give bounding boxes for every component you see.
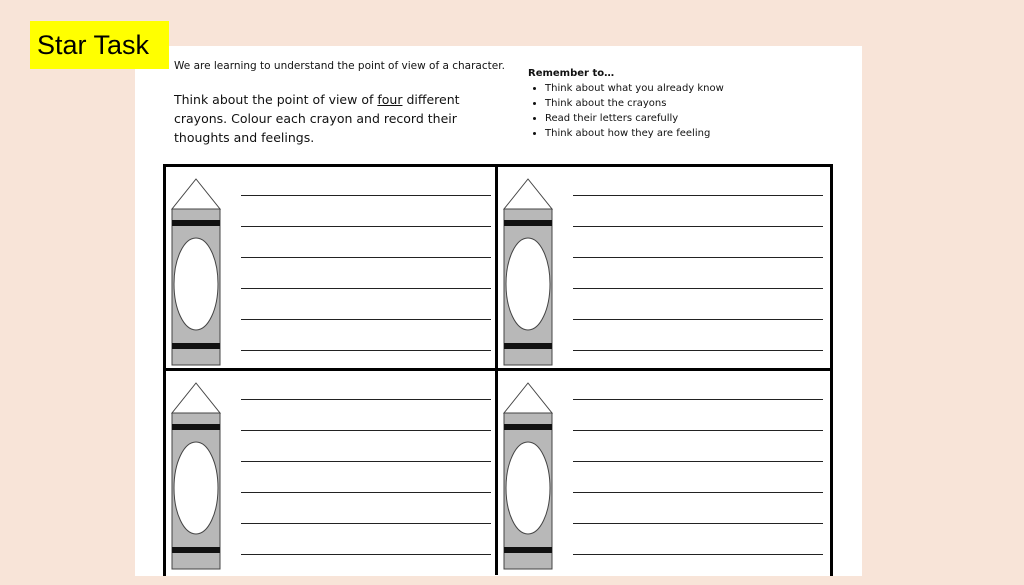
remember-item: • Think about what you already know bbox=[545, 81, 724, 96]
writing-line bbox=[241, 399, 491, 400]
writing-line bbox=[573, 430, 823, 431]
instructions-after: different crayons. Colour each crayon and record their thoughts and feelings. bbox=[174, 92, 460, 145]
writing-line bbox=[573, 461, 823, 462]
slide-title: Star Task bbox=[30, 21, 169, 69]
instructions-before: Think about the point of view of bbox=[174, 92, 378, 107]
writing-line bbox=[241, 554, 491, 555]
writing-line bbox=[241, 288, 491, 289]
writing-lines bbox=[241, 195, 491, 381]
writing-line bbox=[573, 195, 823, 196]
writing-line bbox=[241, 523, 491, 524]
remember-list bbox=[528, 81, 724, 141]
writing-line bbox=[573, 523, 823, 524]
worksheet bbox=[135, 46, 862, 576]
writing-lines bbox=[241, 399, 491, 585]
crayon-icon bbox=[170, 381, 222, 571]
writing-line bbox=[241, 319, 491, 320]
writing-line bbox=[573, 492, 823, 493]
writing-line bbox=[241, 350, 491, 351]
instructions-emphasis: four bbox=[377, 92, 403, 107]
writing-line bbox=[241, 461, 491, 462]
writing-lines bbox=[573, 399, 823, 585]
crayon-panel-1 bbox=[166, 167, 498, 371]
writing-line bbox=[573, 257, 823, 258]
writing-line bbox=[241, 226, 491, 227]
writing-line bbox=[573, 399, 823, 400]
writing-line bbox=[573, 288, 823, 289]
crayon-panel-3 bbox=[166, 371, 498, 575]
remember-box bbox=[528, 68, 724, 141]
writing-line bbox=[241, 257, 491, 258]
remember-heading: Remember to… bbox=[528, 68, 615, 79]
writing-line bbox=[573, 554, 823, 555]
writing-line bbox=[573, 350, 823, 351]
writing-line bbox=[573, 319, 823, 320]
crayon-icon bbox=[502, 381, 554, 571]
crayon-icon bbox=[170, 177, 222, 367]
writing-line bbox=[241, 492, 491, 493]
crayon-panel-4 bbox=[498, 371, 830, 575]
writing-line bbox=[241, 430, 491, 431]
remember-item: • Think about the crayons bbox=[545, 96, 724, 111]
instructions bbox=[174, 90, 494, 147]
crayon-panel-2 bbox=[498, 167, 830, 371]
remember-item: • Think about how they are feeling bbox=[545, 126, 724, 141]
learning-objective: We are learning to understand the point of view of a character. bbox=[174, 60, 505, 72]
crayon-icon bbox=[502, 177, 554, 367]
remember-item: • Read their letters carefully bbox=[545, 111, 724, 126]
writing-line bbox=[241, 195, 491, 196]
writing-lines bbox=[573, 195, 823, 381]
writing-line bbox=[573, 226, 823, 227]
crayon-grid bbox=[163, 164, 833, 576]
